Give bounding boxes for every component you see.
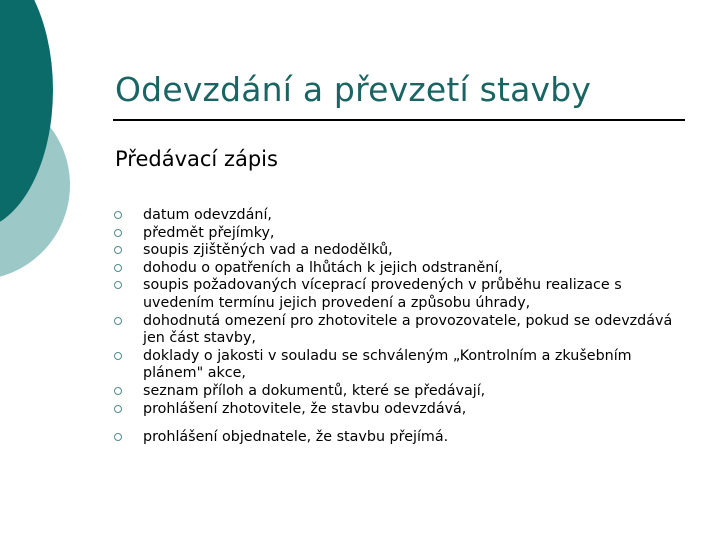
bullet-item xyxy=(114,225,684,243)
slide-title: Odevzdání a převzetí stavby xyxy=(115,70,592,109)
bullet-item xyxy=(114,429,684,447)
bullet-circle-icon xyxy=(114,281,122,289)
decorative-circles xyxy=(0,0,130,300)
bullet-text: soupis požadovaných víceprací provedených v průběhu realizace s uvedením termínu jejich provedení a způsobu úhrady, xyxy=(143,277,622,311)
bullet-text: doklady o jakosti v souladu se schváleným „Kontrolním a zkušebním plánem" akce, xyxy=(143,347,632,382)
bullet-circle-icon xyxy=(114,246,122,254)
bullet-text: soupis zjištěných vad a nedodělků, xyxy=(143,242,393,259)
bullet-text: seznam příloh a dokumentů, které se předávají, xyxy=(143,382,486,399)
bullet-circle-icon xyxy=(114,405,122,413)
bullet-circle-icon xyxy=(114,387,122,395)
title-divider xyxy=(113,119,685,121)
bullet-text: dohodu o opatřeních a lhůtách k jejich odstranění, xyxy=(143,259,503,276)
bullet-circle-icon xyxy=(114,211,122,219)
bullet-circle-icon xyxy=(114,433,122,441)
bullet-circle-icon xyxy=(114,317,122,325)
bullet-item xyxy=(114,242,684,260)
bullet-item xyxy=(114,401,684,419)
bullet-circle-icon xyxy=(114,264,122,272)
bullet-text: dohodnutá omezení pro zhotovitele a provozovatele, pokud se odevzdává jen část stavby, xyxy=(143,312,673,347)
bullet-circle-icon xyxy=(114,352,122,360)
bullet-item xyxy=(114,277,684,312)
bullet-text: prohlášení zhotovitele, že stavbu odevzdává, xyxy=(143,400,467,417)
bullet-item xyxy=(114,313,684,348)
bullet-text: prohlášení objednatele, že stavbu přejímá. xyxy=(143,429,449,446)
bullet-text: datum odevzdání, xyxy=(143,207,272,223)
bullet-item xyxy=(114,260,684,278)
bullet-item xyxy=(114,348,684,383)
bullet-circle-icon xyxy=(114,229,122,237)
bullet-text: předmět přejímky, xyxy=(143,224,275,241)
slide-subtitle: Předávací zápis xyxy=(115,147,278,171)
bullet-item xyxy=(114,207,684,225)
bullet-item xyxy=(114,383,684,401)
bullet-list xyxy=(114,207,684,447)
